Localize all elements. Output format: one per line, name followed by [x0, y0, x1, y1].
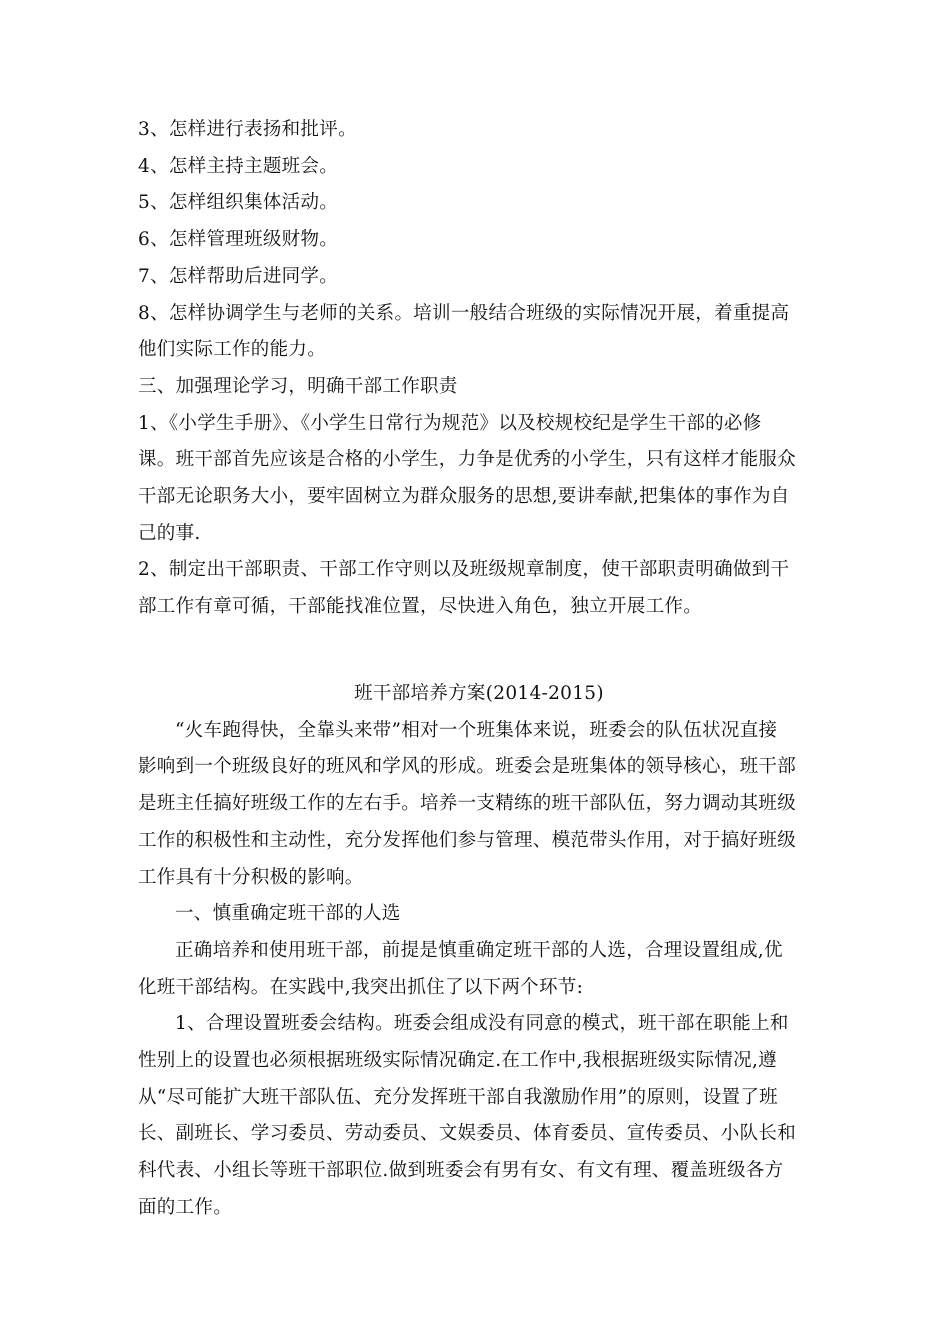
text-line: 是班主任搞好班级工作的左右手。培养一支精练的班干部队伍，努力调动其班级 — [138, 793, 797, 815]
text-line: 己的事. — [138, 522, 201, 544]
text-line: 部工作有章可循，干部能找准位置，尽快进入角色，独立开展工作。 — [138, 596, 703, 618]
text-line: 5、怎样组织集体活动。 — [138, 192, 339, 214]
text-line: 正确培养和使用班干部，前提是慎重确定班干部的人选，合理设置组成,优 — [175, 939, 783, 961]
text-line: 3、怎样进行表扬和批评。 — [138, 119, 357, 140]
text-line: 8、怎样协调学生与老师的关系。培训一般结合班级的实际情况开展，着重提高 — [138, 302, 790, 324]
text-line: 化班干部结构。在实践中,我突出抓住了以下两个环节: — [138, 976, 584, 998]
text-line: 从“尽可能扩大班干部队伍、充分发挥班干部自我激励作用”的原则，设置了班 — [138, 1086, 778, 1108]
text-line: 6、怎样管理班级财物。 — [138, 229, 339, 251]
text-line: 影响到一个班级良好的班风和学风的形成。班委会是班集体的领导核心，班干部 — [138, 756, 797, 778]
text-line: 4、怎样主持主题班会。 — [138, 155, 339, 177]
text-line: 1、合理设置班委会结构。班委会组成没有同意的模式，班干部在职能上和 — [175, 1013, 789, 1035]
text-line: 课。班干部首先应该是合格的小学生，力争是优秀的小学生，只有这样才能服众 — [138, 449, 797, 471]
text-line: 工作具有十分积极的影响。 — [138, 866, 364, 888]
text-line: 面的工作。 — [138, 1196, 233, 1218]
text-line: “火车跑得快，全靠头来带”相对一个班集体来说，班委会的队伍状况直接 — [175, 719, 778, 741]
section-heading: 一、慎重确定班干部的人选 — [175, 903, 401, 925]
document-title: 班干部培养方案(2014-2015) — [354, 683, 604, 704]
text-line: 干部无论职务大小，要牢固树立为群众服务的思想,要讲奉献,把集体的事作为自 — [138, 486, 790, 508]
text-line: 工作的积极性和主动性，充分发挥他们参与管理、模范带头作用，对于搞好班级 — [138, 829, 797, 851]
text-line: 性别上的设置也必须根据班级实际情况确定.在工作中,我根据班级实际情况,遵 — [138, 1050, 777, 1072]
text-line: 科代表、小组长等班干部职位.做到班委会有男有女、有文有理、覆盖班级各方 — [138, 1160, 784, 1182]
text-line: 1、《小学生手册》、《小学生日常行为规范》以及校规校纪是学生干部的必修 — [138, 412, 762, 434]
section-heading: 三、加强理论学习，明确干部工作职责 — [138, 375, 458, 397]
text-line: 7、怎样帮助后进同学。 — [138, 265, 339, 287]
top-section — [138, 112, 820, 626]
text-line: 长、副班长、学习委员、劳动委员、文娱委员、体育委员、宣传委员、小队长和 — [138, 1123, 797, 1145]
text-line: 他们实际工作的能力。 — [138, 339, 327, 361]
bottom-section — [138, 676, 820, 1227]
text-line: 2、制定出干部职责、干部工作守则以及班级规章制度，使干部职责明确做到干 — [138, 559, 790, 581]
